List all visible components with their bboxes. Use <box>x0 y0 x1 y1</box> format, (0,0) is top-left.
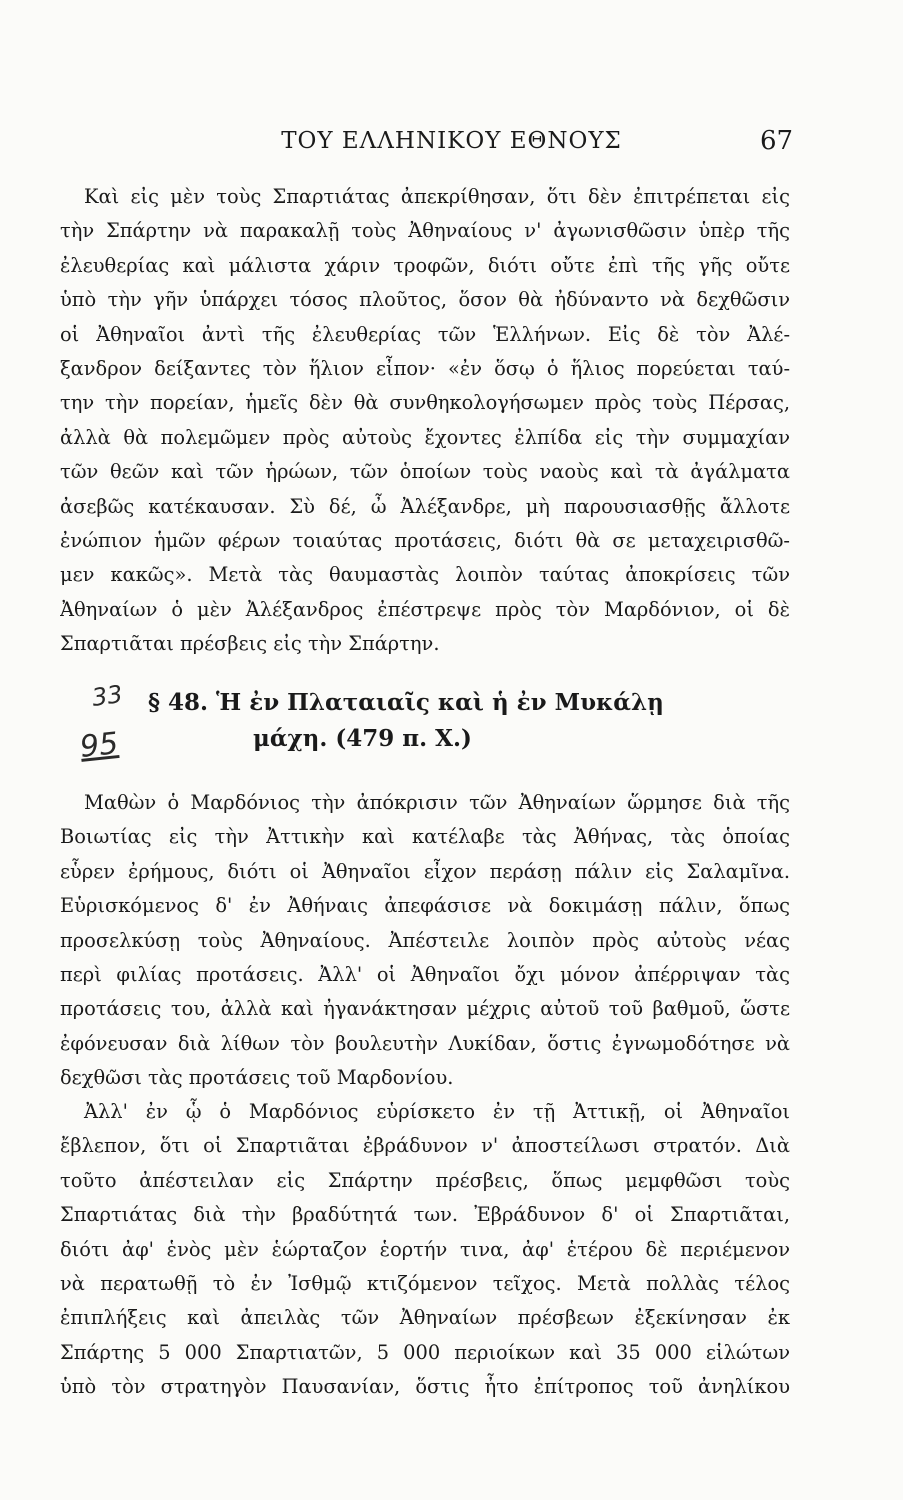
text-line: νὰ περατωθῇ τὸ ἐν Ἰσθμῷ κτιζόμενον τεῖχος. Μετὰ πολλὰς τέλος <box>60 1272 790 1296</box>
text-line: ὑπὸ τὴν γῆν ὑπάρχει τόσος πλοῦτος, ὅσον θὰ ἠδύναντο νὰ δεχθῶσιν <box>60 288 790 312</box>
text-line: Ἀλλ' ἐν ᾧ ὁ Μαρδόνιος εὑρίσκετο ἐν τῇ Ἀττικῇ, οἱ Ἀθηναῖοι <box>84 1100 790 1123</box>
paragraph-1 <box>60 180 790 662</box>
text-line: μεν κακῶς». Μετὰ τὰς θαυμαστὰς λοιπὸν ταύτας ἀποκρίσεις τῶν <box>60 563 790 587</box>
section-heading-line: μάχη. (479 π. Χ.) <box>253 725 472 752</box>
text-line: ἐνώπιον ἡμῶν φέρων τοιαύτας προτάσεις, διότι θὰ σε μεταχειρισθῶ- <box>60 529 790 553</box>
text-line: Εὑρισκόμενος δ' ἐν Ἀθήναις ἀπεφάσισε νὰ δοκιμάσῃ πάλιν, ὅπως <box>60 894 790 918</box>
text-line: δεχθῶσι τὰς προτάσεις τοῦ Μαρδονίου. <box>60 1066 454 1090</box>
text-line: Μαθὼν ὁ Μαρδόνιος τὴν ἀπόκρισιν τῶν Ἀθηναίων ὥρμησε διὰ τῆς <box>84 791 790 814</box>
text-line: την τὴν πορείαν, ἡμεῖς δὲν θὰ συνθηκολογήσωμεν πρὸς τοὺς Πέρσας, <box>60 391 790 415</box>
handwritten-note: 95 <box>78 726 120 765</box>
handwritten-note: 33 <box>90 680 125 712</box>
text-line: προτάσεις του, ἀλλὰ καὶ ἠγανάκτησαν μέχρις αὐτοῦ τοῦ βαθμοῦ, ὥστε <box>60 997 790 1021</box>
section-heading-line: § 48. Ἡ ἐν Πλαταιαῖς καὶ ἡ ἐν Μυκάλῃ <box>148 689 664 716</box>
text-line: περὶ φιλίας προτάσεις. Ἀλλ' οἱ Ἀθηναῖοι ὄχι μόνον ἀπέρριψαν τὰς <box>60 963 790 987</box>
text-line: τὴν Σπάρτην νὰ παρακαλῇ τοὺς Ἀθηναίους ν' ἀγωνισθῶσιν ὑπὲρ τῆς <box>60 219 790 243</box>
text-line: τῶν θεῶν καὶ τῶν ἡρώων, τῶν ὁποίων τοὺς ναοὺς καὶ τὰ ἀγάλματα <box>60 460 790 484</box>
text-line: προσελκύσῃ τοὺς Ἀθηναίους. Ἀπέστειλε λοιπὸν πρὸς αὐτοὺς νέας <box>60 928 790 952</box>
running-head: ΤΟΥ ΕΛΛΗΝΙΚΟΥ ΕΘΝΟΥΣ <box>281 128 622 154</box>
section-heading <box>148 685 788 757</box>
text-line: ὑπὸ τὸν στρατηγὸν Παυσανίαν, ὅστις ἦτο ἐπίτροπος τοῦ ἀνηλίκου <box>60 1375 790 1399</box>
paragraph-3 <box>60 1095 790 1405</box>
text-line: ἐλευθερίας καὶ μάλιστα χάριν τροφῶν, διότι οὔτε ἐπὶ τῆς γῆς οὔτε <box>60 253 790 277</box>
text-line: ἀσεβῶς κατέκαυσαν. Σὺ δέ, ὦ Ἀλέξανδρε, μὴ παρουσιασθῇς ἄλλοτε <box>60 494 790 518</box>
page-header <box>0 122 903 162</box>
text-line: διότι ἀφ' ἑνὸς μὲν ἑώρταζον ἑορτήν τινα, ἀφ' ἑτέρου δὲ περιέμενον <box>60 1237 790 1261</box>
text-line: Βοιωτίας εἰς τὴν Ἀττικὴν καὶ κατέλαβε τὰς Ἀθήνας, τὰς ὁποίας <box>60 825 790 849</box>
text-line: Ἀθηναίων ὁ μὲν Ἀλέξανδρος ἐπέστρεψε πρὸς τὸν Μαρδόνιον, οἱ δὲ <box>60 597 790 621</box>
page-number: 67 <box>760 126 794 156</box>
text-line: ἔβλεπον, ὅτι οἱ Σπαρτιᾶται ἐβράδυνον ν' ἀποστείλωσι στρατόν. Διὰ <box>60 1134 790 1158</box>
text-line: Σπαρτιᾶται πρέσβεις εἰς τὴν Σπάρτην. <box>60 632 440 656</box>
text-line: Σπάρτης 5 000 Σπαρτιατῶν, 5 000 περιοίκων καὶ 35 000 εἱλώτων <box>60 1340 790 1364</box>
text-line: ἐφόνευσαν διὰ λίθων τὸν βουλευτὴν Λυκίδαν, ὅστις ἐγνωμοδότησε νὰ <box>60 1031 790 1055</box>
text-line: ξανδρον δείξαντες τὸν ἥλιον εἶπον· «ἐν ὅσῳ ὁ ἥλιος πορεύεται ταύ- <box>60 357 790 381</box>
text-line: ἐπιπλήξεις καὶ ἀπειλὰς τῶν Ἀθηναίων πρέσβεων ἐξεκίνησαν ἐκ <box>60 1306 790 1330</box>
text-line: εὗρεν ἐρήμους, διότι οἱ Ἀθηναῖοι εἶχον περάσῃ πάλιν εἰς Σαλαμῖνα. <box>60 859 790 883</box>
paragraph-2 <box>60 786 790 1096</box>
text-line: ἀλλὰ θὰ πολεμῶμεν πρὸς αὐτοὺς ἔχοντες ἐλπίδα εἰς τὴν συμμαχίαν <box>60 425 790 449</box>
text-line: Σπαρτιάτας διὰ τὴν βραδύτητά των. Ἐβράδυνον δ' οἱ Σπαρτιᾶται, <box>60 1203 790 1227</box>
text-line: οἱ Ἀθηναῖοι ἀντὶ τῆς ἐλευθερίας τῶν Ἑλλήνων. Εἰς δὲ τὸν Ἀλέ- <box>60 322 790 346</box>
text-line: τοῦτο ἀπέστειλαν εἰς Σπάρτην πρέσβεις, ὅπως μεμφθῶσι τοὺς <box>60 1168 790 1192</box>
text-line: Καὶ εἰς μὲν τοὺς Σπαρτιάτας ἀπεκρίθησαν, ὅτι δὲν ἐπιτρέπεται εἰς <box>84 185 790 208</box>
